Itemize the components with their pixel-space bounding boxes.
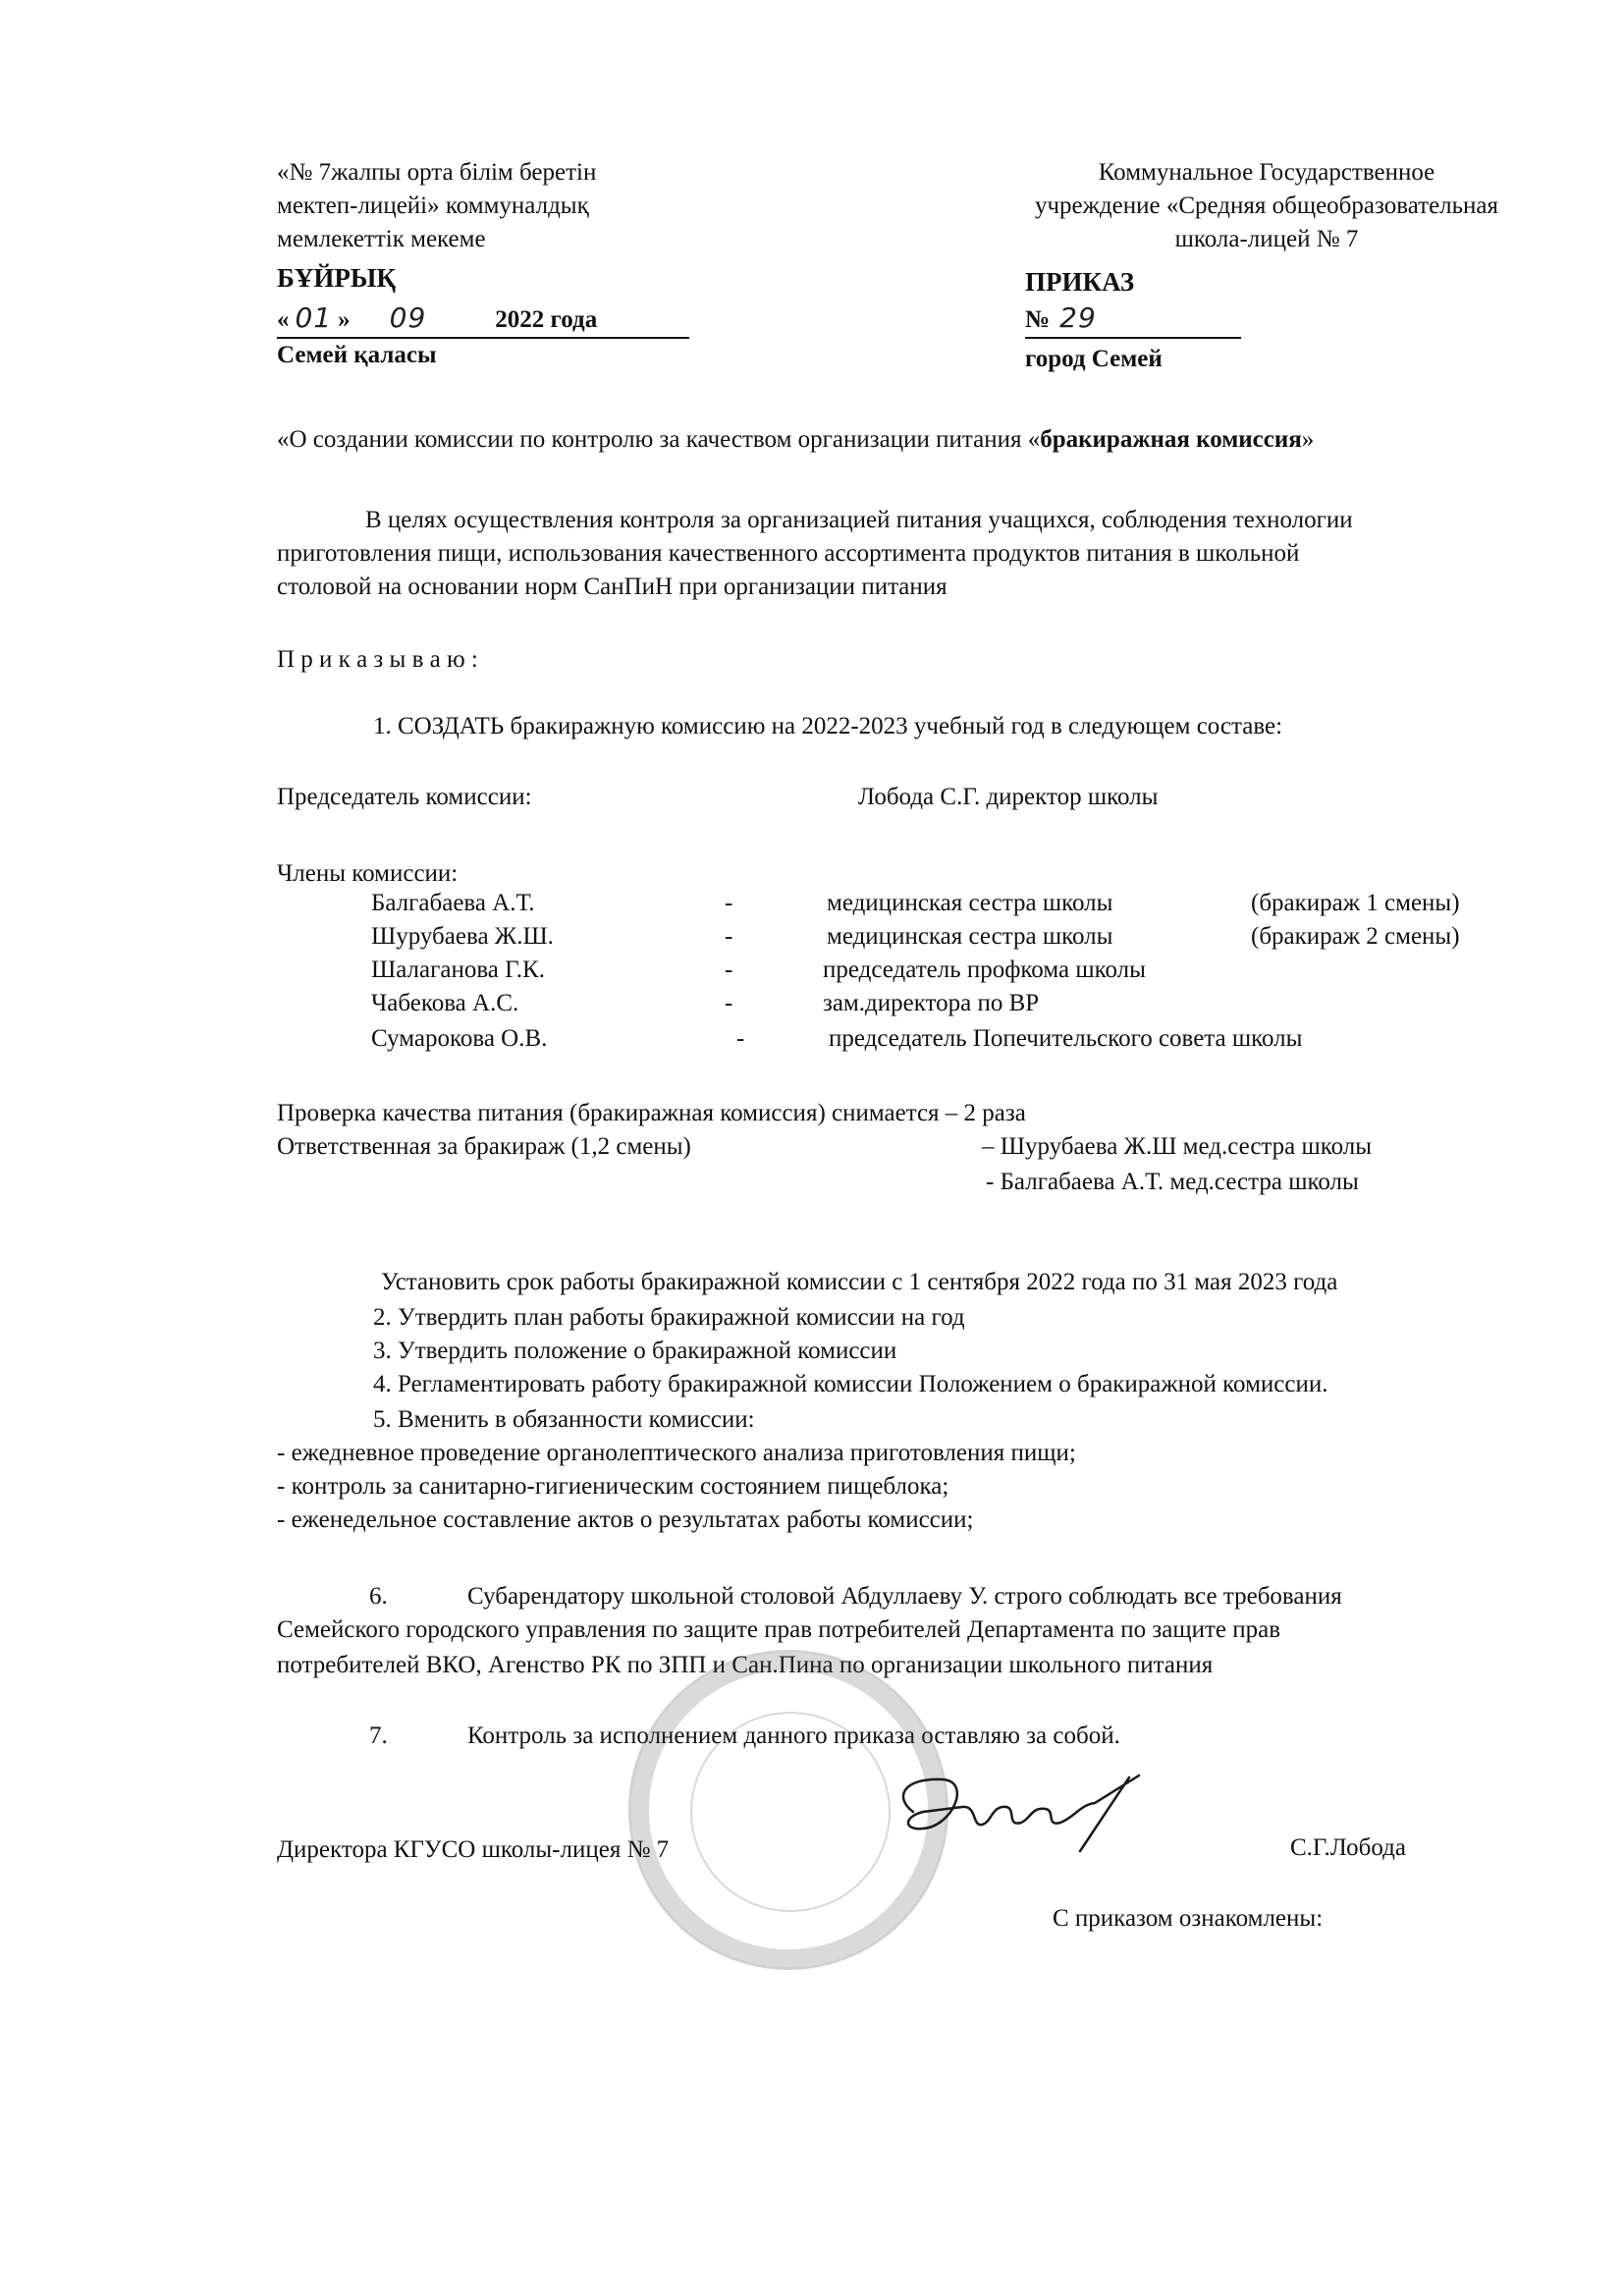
item-6-number: 6. xyxy=(369,1583,388,1610)
item-2: 2. Утвердить план работы бракиражной комиссии на год xyxy=(373,1304,965,1331)
item-1: 1. СОЗДАТЬ бракиражную комиссию на 2022-2023 учебный год в следующем составе: xyxy=(373,713,1283,739)
doc-type-kz: БҰЙРЫҚ xyxy=(277,263,396,293)
number-value: 29 xyxy=(1059,301,1097,334)
title-suffix: » xyxy=(1301,426,1315,453)
item-6-line3: потребителей ВКО, Агенство РК по ЗПП и Сан.Пина по организации школьного питания xyxy=(277,1652,1214,1678)
check-line: Проверка качества питания (бракиражная комиссия) снимается – 2 раза xyxy=(277,1100,1026,1126)
item-6-line1: Субарендатору школьной столовой Абдуллаеву У. строго соблюдать все требования xyxy=(467,1583,1342,1610)
preamble-line1: В целях осуществления контроля за организацией питания учащихся, соблюдения технологии xyxy=(365,507,1353,533)
director-position: Директора КГУСО школы-лицея № 7 xyxy=(277,1836,670,1863)
member-role: председатель профкома школы xyxy=(823,957,1146,983)
term: Установить срок работы бракиражной комиссии с 1 сентября 2022 года по 31 мая 2023 года xyxy=(381,1269,1338,1295)
member-role: медицинская сестра школы xyxy=(827,890,1113,916)
header-left-line2: мектеп-лицейі» коммуналдық xyxy=(277,192,589,219)
title-prefix: «О создании комиссии по контролю за качеством организации питания « xyxy=(277,426,1041,453)
preamble-line2: приготовления пищи, использования качественного ассортимента продуктов питания в школьной xyxy=(277,540,1300,567)
order-number xyxy=(1025,301,1241,339)
header-right-line1: Коммунальное Государственное xyxy=(1098,159,1435,186)
member-note: (бракираж 1 смены) xyxy=(1251,890,1460,916)
director-signature xyxy=(884,1758,1178,1876)
date-year: 2022 года xyxy=(495,306,598,333)
stamp-inner-ring xyxy=(690,1712,891,1912)
member-name: Балгабаева А.Т. xyxy=(371,890,535,916)
item-7-number: 7. xyxy=(369,1722,388,1749)
member-dash: - xyxy=(736,1025,745,1052)
member-dash: - xyxy=(725,990,733,1016)
item-7-text: Контроль за исполнением данного приказа оставляю за собой. xyxy=(467,1722,1120,1749)
member-name: Сумарокова О.В. xyxy=(371,1025,548,1052)
header-left-line3: мемлекеттік мекеме xyxy=(277,226,486,252)
date-close: » xyxy=(338,306,351,333)
order-word: П р и к а з ы в а ю : xyxy=(277,646,478,673)
order-title xyxy=(277,424,1314,457)
member-dash: - xyxy=(725,957,733,983)
member-role: зам.директора по ВР xyxy=(823,990,1040,1016)
city-kz: Семей қаласы xyxy=(277,342,437,368)
item-5: 5. Вменить в обязанности комиссии: xyxy=(373,1406,755,1433)
number-label: № xyxy=(1025,306,1051,333)
doc-type-ru: ПРИКАЗ xyxy=(1025,267,1135,297)
order-date xyxy=(277,301,689,339)
member-name: Шурубаева Ж.Ш. xyxy=(371,923,554,950)
member-role: медицинская сестра школы xyxy=(827,923,1113,950)
director-signer: С.Г.Лобода xyxy=(1290,1834,1406,1861)
date-open: « xyxy=(277,306,290,333)
duty: - еженедельное составление актов о результатах работы комиссии; xyxy=(277,1506,974,1533)
preamble-line3: столовой на основании норм СанПиН при организации питания xyxy=(277,574,947,600)
title-bold: бракиражная комиссия xyxy=(1040,426,1302,453)
header-right-line3: школа-лицей № 7 xyxy=(1174,226,1359,252)
member-note: (бракираж 2 смены) xyxy=(1251,923,1460,950)
signature-glyph xyxy=(884,1758,1178,1866)
item-6-line2: Семейского городского управления по защите прав потребителей Департамента по защите прав xyxy=(277,1616,1281,1643)
date-month: 09 xyxy=(389,301,427,334)
responsible-1: – Шурубаева Ж.Ш мед.сестра школы xyxy=(982,1133,1373,1160)
duty: - контроль за санитарно-гигиеническим состоянием пищеблока; xyxy=(277,1473,949,1500)
chair-label: Председатель комиссии: xyxy=(277,784,532,810)
member-role: председатель Попечительского совета школы xyxy=(829,1025,1303,1052)
city-ru: город Семей xyxy=(1025,346,1163,372)
member-name: Шалаганова Г.К. xyxy=(371,957,545,983)
responsible-2: - Балгабаева А.Т. мед.сестра школы xyxy=(986,1169,1359,1195)
member-dash: - xyxy=(725,890,733,916)
members-label: Члены комиссии: xyxy=(277,860,459,887)
responsible-label: Ответственная за бракираж (1,2 смены) xyxy=(277,1133,691,1160)
header-right-line2: учреждение «Средняя общеобразовательная xyxy=(1034,192,1499,219)
member-name: Чабекова А.С. xyxy=(371,990,519,1016)
signature-stroke xyxy=(903,1776,1139,1851)
item-4: 4. Регламентировать работу бракиражной комиссии Положением о бракиражной комиссии. xyxy=(373,1371,1328,1397)
date-day: 01 xyxy=(295,301,333,334)
duty: - ежедневное проведение органолептического анализа приготовления пищи; xyxy=(277,1440,1076,1466)
member-dash: - xyxy=(725,923,733,950)
item-3: 3. Утвердить положение о бракиражной комиссии xyxy=(373,1338,897,1364)
acknowledgement: С приказом ознакомлены: xyxy=(1053,1905,1324,1932)
header-left-line1: «№ 7жалпы орта білім беретін xyxy=(277,159,597,186)
chair-value: Лобода С.Г. директор школы xyxy=(858,784,1159,810)
